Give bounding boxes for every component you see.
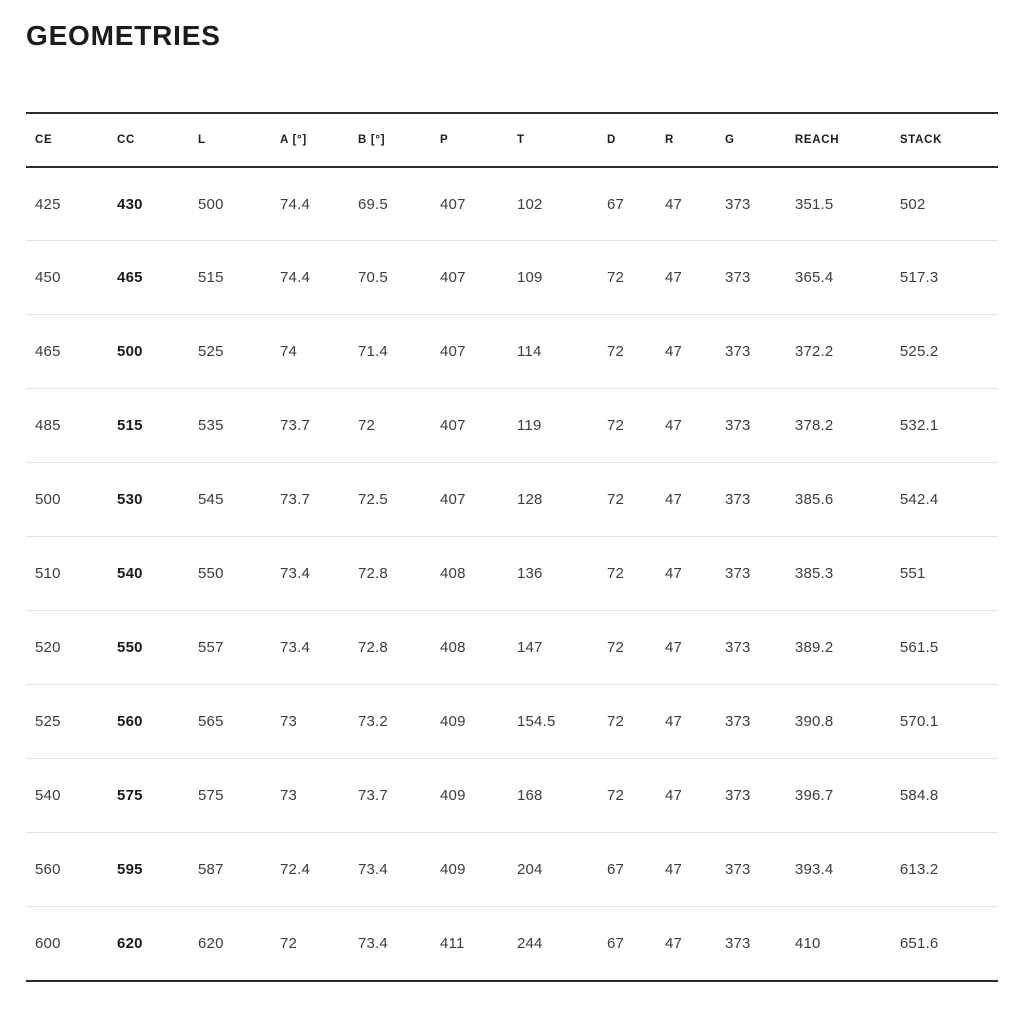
cell-b: 73.4 xyxy=(357,861,388,879)
cell-l: 535 xyxy=(197,417,224,435)
cell-d: 72 xyxy=(606,713,625,731)
cell-b: 72.8 xyxy=(357,639,388,657)
cell-r: 47 xyxy=(664,269,683,287)
cell-ce: 500 xyxy=(35,491,61,509)
table-row xyxy=(26,537,998,611)
cell-g: 373 xyxy=(724,195,751,213)
table-row xyxy=(26,685,998,759)
cell-l: 500 xyxy=(197,195,224,213)
column-header-t: T xyxy=(516,133,525,146)
cell-cc: 515 xyxy=(117,417,143,435)
cell-ce: 450 xyxy=(35,269,61,287)
cell-reach: 378.2 xyxy=(794,417,834,435)
table-body xyxy=(26,167,998,981)
cell-b: 73.2 xyxy=(357,713,388,731)
cell-p: 407 xyxy=(440,343,466,361)
column-header-d: D xyxy=(606,133,616,146)
cell-t: 128 xyxy=(516,491,543,509)
cell-p: 409 xyxy=(440,861,466,879)
cell-b: 72.8 xyxy=(357,565,388,583)
cell-l: 620 xyxy=(197,935,224,953)
cell-l: 557 xyxy=(197,639,224,657)
table-row xyxy=(26,759,998,833)
cell-stack: 542.4 xyxy=(899,491,939,509)
cell-r: 47 xyxy=(664,713,683,731)
cell-a: 73 xyxy=(280,787,298,805)
cell-ce: 600 xyxy=(35,935,61,953)
cell-t: 109 xyxy=(516,269,543,287)
cell-t: 244 xyxy=(516,935,543,953)
cell-a: 73.4 xyxy=(280,565,311,583)
cell-d: 72 xyxy=(606,787,625,805)
cell-b: 69.5 xyxy=(357,195,388,213)
cell-stack: 525.2 xyxy=(899,343,939,361)
cell-t: 136 xyxy=(516,565,543,583)
cell-stack: 613.2 xyxy=(899,861,939,879)
cell-reach: 351.5 xyxy=(794,195,834,213)
cell-ce: 520 xyxy=(35,639,61,657)
cell-ce: 510 xyxy=(35,565,61,583)
cell-cc: 540 xyxy=(117,565,143,583)
table-row xyxy=(26,611,998,685)
cell-d: 72 xyxy=(606,417,625,435)
cell-p: 407 xyxy=(440,195,466,213)
cell-l: 545 xyxy=(197,491,224,509)
cell-t: 204 xyxy=(516,861,543,879)
cell-d: 72 xyxy=(606,639,625,657)
cell-p: 407 xyxy=(440,491,466,509)
cell-a: 73.7 xyxy=(280,491,311,509)
cell-g: 373 xyxy=(724,491,751,509)
cell-l: 565 xyxy=(197,713,224,731)
table-row xyxy=(26,315,998,389)
cell-t: 114 xyxy=(516,343,542,361)
cell-cc: 550 xyxy=(117,639,143,657)
cell-t: 168 xyxy=(516,787,543,805)
cell-r: 47 xyxy=(664,935,683,953)
cell-r: 47 xyxy=(664,417,683,435)
cell-a: 74.4 xyxy=(280,269,311,287)
cell-l: 550 xyxy=(197,565,224,583)
cell-reach: 396.7 xyxy=(794,787,834,805)
cell-b: 72 xyxy=(357,417,376,435)
cell-stack: 561.5 xyxy=(899,639,939,657)
cell-r: 47 xyxy=(664,491,683,509)
cell-p: 409 xyxy=(440,787,466,805)
cell-g: 373 xyxy=(724,269,751,287)
cell-reach: 365.4 xyxy=(794,269,834,287)
cell-r: 47 xyxy=(664,343,683,361)
table-row xyxy=(26,389,998,463)
cell-l: 575 xyxy=(197,787,224,805)
cell-reach: 385.3 xyxy=(794,565,834,583)
cell-r: 47 xyxy=(664,565,683,583)
table-head xyxy=(26,113,998,167)
cell-cc: 430 xyxy=(117,195,143,213)
cell-reach: 393.4 xyxy=(794,861,834,879)
table-row xyxy=(26,241,998,315)
cell-g: 373 xyxy=(724,639,751,657)
cell-p: 407 xyxy=(440,269,466,287)
cell-stack: 517.3 xyxy=(899,269,939,287)
cell-r: 47 xyxy=(664,639,683,657)
cell-b: 73.4 xyxy=(357,935,388,953)
geometry-table xyxy=(26,112,998,982)
cell-l: 587 xyxy=(197,861,224,879)
cell-g: 373 xyxy=(724,565,751,583)
table-row xyxy=(26,833,998,907)
cell-g: 373 xyxy=(724,417,751,435)
cell-cc: 560 xyxy=(117,713,143,731)
cell-ce: 485 xyxy=(35,417,61,435)
cell-reach: 372.2 xyxy=(794,343,834,361)
cell-stack: 502 xyxy=(899,195,926,213)
cell-a: 74 xyxy=(280,343,298,361)
cell-d: 72 xyxy=(606,343,625,361)
table-row xyxy=(26,463,998,537)
cell-l: 515 xyxy=(197,269,224,287)
cell-a: 72 xyxy=(280,935,298,953)
cell-p: 407 xyxy=(440,417,466,435)
cell-p: 408 xyxy=(440,565,466,583)
table-row xyxy=(26,167,998,241)
cell-t: 119 xyxy=(516,417,542,435)
cell-r: 47 xyxy=(664,861,683,879)
cell-cc: 620 xyxy=(117,935,143,953)
cell-reach: 389.2 xyxy=(794,639,834,657)
cell-g: 373 xyxy=(724,787,751,805)
column-header-a: A [°] xyxy=(280,133,307,146)
cell-g: 373 xyxy=(724,935,751,953)
cell-p: 409 xyxy=(440,713,466,731)
cell-a: 74.4 xyxy=(280,195,311,213)
cell-d: 67 xyxy=(606,861,625,879)
table-header-row xyxy=(26,113,998,167)
cell-g: 373 xyxy=(724,713,751,731)
cell-l: 525 xyxy=(197,343,224,361)
cell-ce: 465 xyxy=(35,343,61,361)
cell-reach: 410 xyxy=(794,935,821,953)
cell-a: 73.7 xyxy=(280,417,311,435)
column-header-stack: STACK xyxy=(899,133,943,146)
cell-b: 71.4 xyxy=(357,343,388,361)
cell-b: 72.5 xyxy=(357,491,388,509)
cell-ce: 560 xyxy=(35,861,61,879)
cell-ce: 540 xyxy=(35,787,61,805)
cell-stack: 584.8 xyxy=(899,787,939,805)
column-header-b: B [°] xyxy=(357,133,386,146)
cell-ce: 425 xyxy=(35,195,61,213)
cell-stack: 651.6 xyxy=(899,935,939,953)
cell-d: 72 xyxy=(606,269,625,287)
cell-d: 72 xyxy=(606,565,625,583)
cell-r: 47 xyxy=(664,787,683,805)
cell-reach: 390.8 xyxy=(794,713,834,731)
cell-a: 73.4 xyxy=(280,639,311,657)
cell-d: 67 xyxy=(606,195,625,213)
cell-a: 72.4 xyxy=(280,861,311,879)
column-header-r: R xyxy=(664,133,674,146)
column-header-g: G xyxy=(724,133,735,146)
cell-stack: 532.1 xyxy=(899,417,939,435)
cell-d: 67 xyxy=(606,935,625,953)
table-row xyxy=(26,907,998,981)
cell-b: 70.5 xyxy=(357,269,388,287)
cell-cc: 595 xyxy=(117,861,143,879)
cell-cc: 575 xyxy=(117,787,143,805)
page-title: GEOMETRIES xyxy=(26,20,221,51)
cell-g: 373 xyxy=(724,861,751,879)
cell-t: 102 xyxy=(516,195,543,213)
column-header-cc: CC xyxy=(117,133,136,146)
cell-g: 373 xyxy=(724,343,751,361)
column-header-p: P xyxy=(440,133,449,146)
cell-a: 73 xyxy=(280,713,298,731)
cell-stack: 570.1 xyxy=(899,713,939,731)
cell-ce: 525 xyxy=(35,713,61,731)
cell-cc: 530 xyxy=(117,491,143,509)
cell-b: 73.7 xyxy=(357,787,388,805)
cell-p: 408 xyxy=(440,639,466,657)
cell-t: 154.5 xyxy=(516,713,556,731)
column-header-l: L xyxy=(197,133,206,146)
cell-p: 411 xyxy=(440,935,465,953)
column-header-reach: REACH xyxy=(794,133,840,146)
cell-stack: 551 xyxy=(899,565,926,583)
cell-reach: 385.6 xyxy=(794,491,834,509)
cell-t: 147 xyxy=(516,639,543,657)
cell-cc: 465 xyxy=(117,269,143,287)
cell-r: 47 xyxy=(664,195,683,213)
cell-d: 72 xyxy=(606,491,625,509)
cell-cc: 500 xyxy=(117,343,143,361)
column-header-ce: CE xyxy=(35,133,53,146)
